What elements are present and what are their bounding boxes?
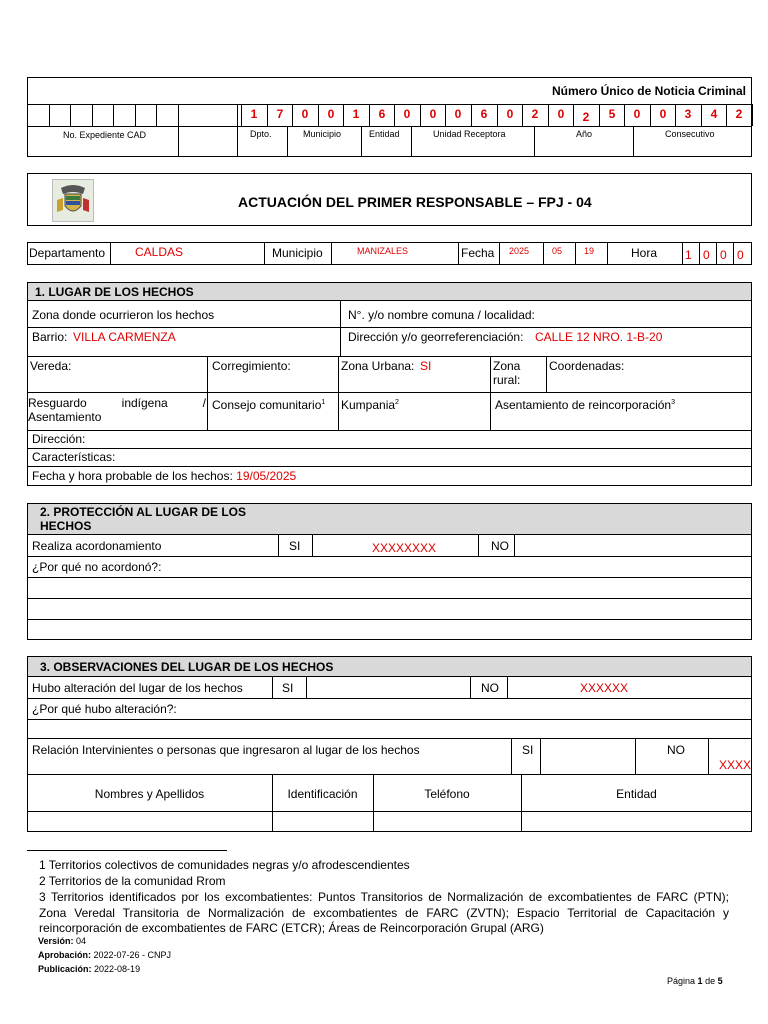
zona-urbana-label: Zona Urbana: <box>341 359 415 373</box>
fecha-year[interactable]: 2025 <box>509 246 530 256</box>
direccion-geo-value[interactable]: CALLE 12 NRO. 1-B-20 <box>535 330 663 344</box>
nunc-digit[interactable]: 7 <box>276 107 284 121</box>
section2-title-2: HECHOS <box>40 519 92 533</box>
hora-digit-4[interactable]: 0 <box>737 248 744 262</box>
nunc-digit[interactable]: 0 <box>301 107 309 121</box>
hora-digit-3[interactable]: 0 <box>720 248 727 262</box>
relacion-label: Relación Intervinientes o personas que ingresaron al lugar de los hechos <box>32 743 420 757</box>
section2-title-1: 2. PROTECCIÓN AL LUGAR DE LOS <box>40 505 247 519</box>
hora-digit-1[interactable]: 1 <box>685 248 692 262</box>
label-entidad: Entidad <box>369 129 400 139</box>
relacion-si-label: SI <box>522 743 534 757</box>
section1-title: 1. LUGAR DE LOS HECHOS <box>35 285 194 299</box>
asentamiento-label: Asentamiento de reincorporación$^3$ <box>495 398 676 412</box>
departamento-value[interactable]: CALDAS <box>135 245 184 259</box>
direccion-label: Dirección: <box>32 432 86 446</box>
nunc-digit[interactable]: 6 <box>378 107 386 121</box>
nunc-digit[interactable]: 0 <box>429 107 437 121</box>
fecha-day[interactable]: 19 <box>584 246 595 256</box>
zona-label: Zona donde ocurrieron los hechos <box>32 308 215 322</box>
nunc-digit[interactable]: 2 <box>735 107 743 121</box>
alteracion-si-label: SI <box>282 681 294 695</box>
nunc-digit[interactable]: 0 <box>633 107 641 121</box>
departamento-label: Departamento <box>29 246 106 260</box>
section3-title: 3. OBSERVACIONES DEL LUGAR DE LOS HECHOS <box>40 660 334 674</box>
nunc-digit[interactable]: 5 <box>608 107 616 121</box>
alteracion-no-value[interactable]: XXXXXX <box>580 681 629 695</box>
zona-urbana-value[interactable]: SI <box>420 359 432 373</box>
footnote-2: 2 Territorios de la comunidad Rrom <box>39 874 226 888</box>
fecha-hora-value[interactable]: 19/05/2025 <box>236 469 297 483</box>
nunc-digit[interactable]: 0 <box>557 107 565 121</box>
col-identificacion: Identificación <box>287 787 358 801</box>
acordonamiento-si-label: SI <box>289 539 301 553</box>
nunc-digit[interactable]: 6 <box>480 107 488 121</box>
hora-digit-2[interactable]: 0 <box>703 248 710 262</box>
nunc-digit[interactable]: 0 <box>454 107 462 121</box>
label-unidad: Unidad Receptora <box>433 129 506 139</box>
publicacion: Publicación: 2022-08-19 <box>38 964 141 974</box>
zona-rural-label: Zona rural: <box>493 359 521 387</box>
label-consecutivo: Consecutivo <box>665 129 715 139</box>
alteracion-no-label: NO <box>481 681 499 695</box>
resguardo-label: Resguardo indígena / Asentamiento <box>28 396 206 424</box>
nunc-digit[interactable]: 0 <box>659 107 667 121</box>
acordonamiento-si-value[interactable]: XXXXXXXX <box>372 541 437 555</box>
porque-alteracion-label: ¿Por qué hubo alteración?: <box>32 702 177 716</box>
comuna-label: N°. y/o nombre comuna / localidad: <box>348 308 535 322</box>
fecha-month[interactable]: 05 <box>552 246 563 256</box>
coordenadas-label: Coordenadas: <box>549 359 625 373</box>
acordonamiento-no-label: NO <box>491 539 509 553</box>
hora-label: Hora <box>631 246 658 260</box>
nunc-title: Número Único de Noticia Criminal <box>551 84 746 98</box>
version: Versión: 04 <box>38 936 87 946</box>
direccion-geo-label: Dirección y/o georreferenciación: <box>348 330 524 344</box>
label-expediente: No. Expediente CAD <box>63 130 147 140</box>
nunc-digit[interactable]: 0 <box>506 107 514 121</box>
col-telefono: Teléfono <box>424 787 470 801</box>
label-anio: Año <box>576 129 593 139</box>
nunc-digit[interactable]: 1 <box>352 107 360 121</box>
municipio-label: Municipio <box>272 246 323 260</box>
vereda-label: Vereda: <box>30 359 72 373</box>
nunc-digit[interactable]: 4 <box>710 107 718 121</box>
aprobacion: Aprobación: 2022-07-26 - CNPJ <box>38 950 172 960</box>
seal-logo <box>52 179 94 222</box>
col-entidad: Entidad <box>616 787 657 801</box>
barrio-value[interactable]: VILLA CARMENZA <box>73 330 176 344</box>
consejo-label: Consejo comunitario$^1$ <box>212 398 326 412</box>
form-title: ACTUACIÓN DEL PRIMER RESPONSABLE – FPJ - 04 <box>238 194 592 210</box>
caracteristicas-label: Características: <box>32 450 116 464</box>
footnote-1: 1 Territorios colectivos de comunidades negras y/o afrodescendientes <box>39 858 410 872</box>
fecha-label: Fecha <box>461 246 495 260</box>
footnote-separator <box>27 850 227 851</box>
col-nombres: Nombres y Apellidos <box>94 787 205 801</box>
barrio-label: Barrio: <box>32 330 68 344</box>
nunc-digit[interactable]: 0 <box>403 107 411 121</box>
nunc-digit[interactable]: 0 <box>327 107 335 121</box>
footnote-3: 3 Territorios identificados por los excombatientes: Puntos Transitorios de Normalización de excombatientes de FARC (PTN); Zona Veredal Transitoria de Normalización de excombatientes de FARC (ZVTN); Espacio Territorial de Capacitación y reincorporación de excombatientes de FARC (ETCR); Áreas de Reincorporación Grupal (ARG) <box>39 890 729 935</box>
nunc-digit[interactable]: 2 <box>582 110 590 124</box>
municipio-value[interactable]: MANIZALES <box>357 246 409 256</box>
page-number: Página 1 de 5 <box>667 976 723 986</box>
acordonamiento-label: Realiza acordonamiento <box>32 539 162 553</box>
corregimiento-label: Corregimiento: <box>212 359 291 373</box>
alteracion-label: Hubo alteración del lugar de los hechos <box>32 681 243 695</box>
porque-no-acordono-label: ¿Por qué no acordonó?: <box>32 560 162 574</box>
kumpania-label: Kumpania$^2$ <box>341 398 399 412</box>
relacion-no-value[interactable]: XXXX <box>719 758 752 772</box>
nunc-digit[interactable]: 2 <box>531 107 539 121</box>
nunc-digit[interactable]: 1 <box>250 107 258 121</box>
nunc-digit[interactable]: 3 <box>684 107 692 121</box>
fecha-hora-label: Fecha y hora probable de los hechos: 19/05/2025 <box>32 469 297 483</box>
relacion-no-label: NO <box>667 743 685 757</box>
label-municipio: Municipio <box>303 129 342 139</box>
label-dpto: Dpto. <box>250 129 272 139</box>
